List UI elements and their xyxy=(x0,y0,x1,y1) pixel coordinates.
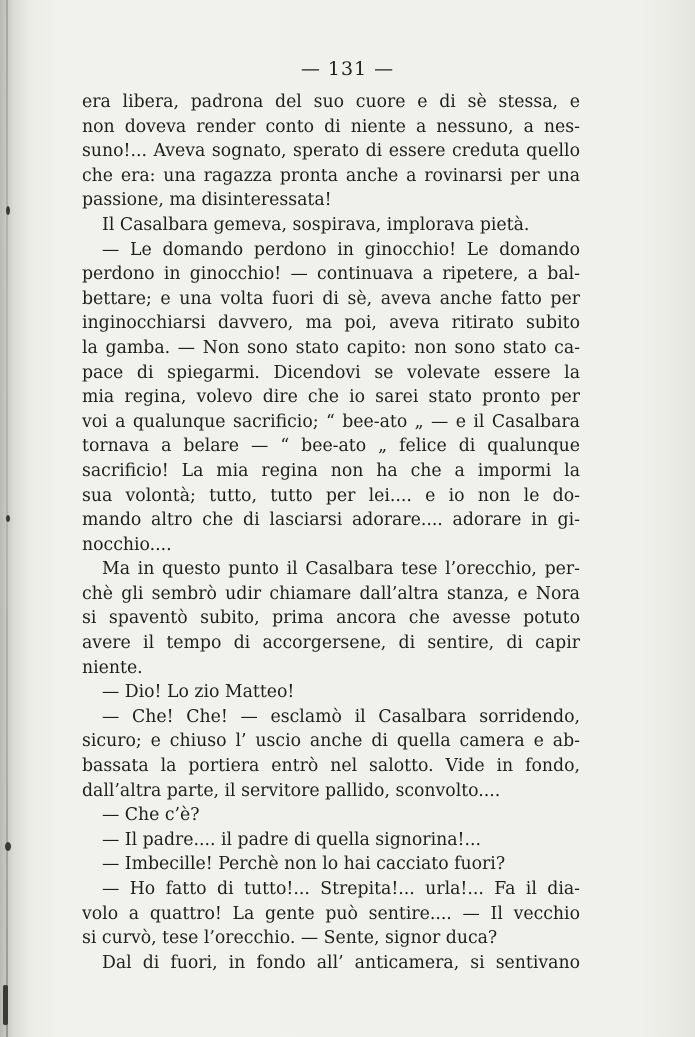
text-line: mando altro che di lasciarsi adorare.... adorare in gi- xyxy=(82,510,580,531)
text-line: tornava a belare — “ bee-ato „ felice di qualunque xyxy=(82,436,580,457)
text-line: inginocchiarsi davvero, ma poi, aveva ritirato subito xyxy=(82,313,580,334)
text-line: si spaventò subito, prima ancora che avesse potuto xyxy=(82,608,580,629)
text-line: voi a qualunque sacrificio; “ bee-ato „ — e il Casalbara xyxy=(82,411,580,432)
text-line: — Che! Che! — esclamò il Casalbara sorridendo, xyxy=(102,706,580,727)
text-line: bassata la portiera entrò nel salotto. Vide in fondo, xyxy=(82,756,580,777)
text-line: — Che c’è? xyxy=(102,805,200,826)
text-line: bettare; e una volta fuori di sè, aveva anche fatto per xyxy=(82,288,580,309)
text-line: — Le domando perdono in ginocchio! Le domando xyxy=(102,239,580,260)
ink-speck xyxy=(6,515,10,522)
text-line: chè gli sembrò udir chiamare dall’altra stanza, e Nora xyxy=(82,583,580,604)
ink-speck xyxy=(5,842,11,851)
text-line: volo a quattro! La gente può sentire.... — Il vecchio xyxy=(82,903,580,924)
text-line: sicuro; e chiuso l’ uscio anche di quella camera e ab- xyxy=(82,731,580,752)
text-line: si curvò, tese l’orecchio. — Sente, signor duca? xyxy=(82,928,498,949)
text-line: la gamba. — Non sono stato capito: non sono stato ca- xyxy=(82,337,580,358)
page-number: — 131 — xyxy=(300,58,395,80)
body-text xyxy=(82,90,580,975)
text-line: pace di spiegarmi. Dicendovi se volevate essere la xyxy=(82,362,580,383)
text-line: non doveva render conto di niente a nessuno, a nes- xyxy=(82,116,580,137)
text-line: sacrificio! La mia regina non ha che a impormi la xyxy=(82,460,580,481)
text-line: suno!... Aveva sognato, sperato di essere creduta quello xyxy=(82,141,580,162)
text-line: passione, ma disinteressata! xyxy=(82,190,332,211)
text-line: avere il tempo di accorgersene, di sentire, di capir xyxy=(82,633,580,654)
text-line: niente. xyxy=(82,657,143,678)
text-line: dall’altra parte, il servitore pallido, sconvolto.... xyxy=(82,780,501,801)
text-line: — Dio! Lo zio Matteo! xyxy=(102,682,295,703)
text-line: sua volontà; tutto, tutto per lei.... e io non le do- xyxy=(82,485,580,506)
ink-speck xyxy=(6,206,10,215)
ink-speck xyxy=(3,985,8,1025)
text-line: — Ho fatto di tutto!... Strepita!... urla!... Fa il dia- xyxy=(102,879,580,899)
text-line: che era: una ragazza pronta anche a rovinarsi per una xyxy=(82,165,580,186)
text-line: Dal di fuori, in fondo all’ anticamera, si sentivano xyxy=(102,952,580,973)
text-line: Ma in questo punto il Casalbara tese l’orecchio, per- xyxy=(102,559,580,580)
text-line: perdono in ginocchio! — continuava a ripetere, a bal- xyxy=(82,264,580,285)
text-line: era libera, padrona del suo cuore e di sè stessa, e xyxy=(82,92,580,112)
text-line: — Il padre.... il padre di quella signorina!... xyxy=(102,829,481,850)
text-line: Il Casalbara gemeva, sospirava, implorava pietà. xyxy=(102,214,530,235)
text-line: nocchio.... xyxy=(82,534,172,555)
text-line: mia regina, volevo dire che io sarei stato pronto per xyxy=(82,387,580,408)
text-line: — Imbecille! Perchè non lo hai cacciato fuori? xyxy=(102,854,506,875)
